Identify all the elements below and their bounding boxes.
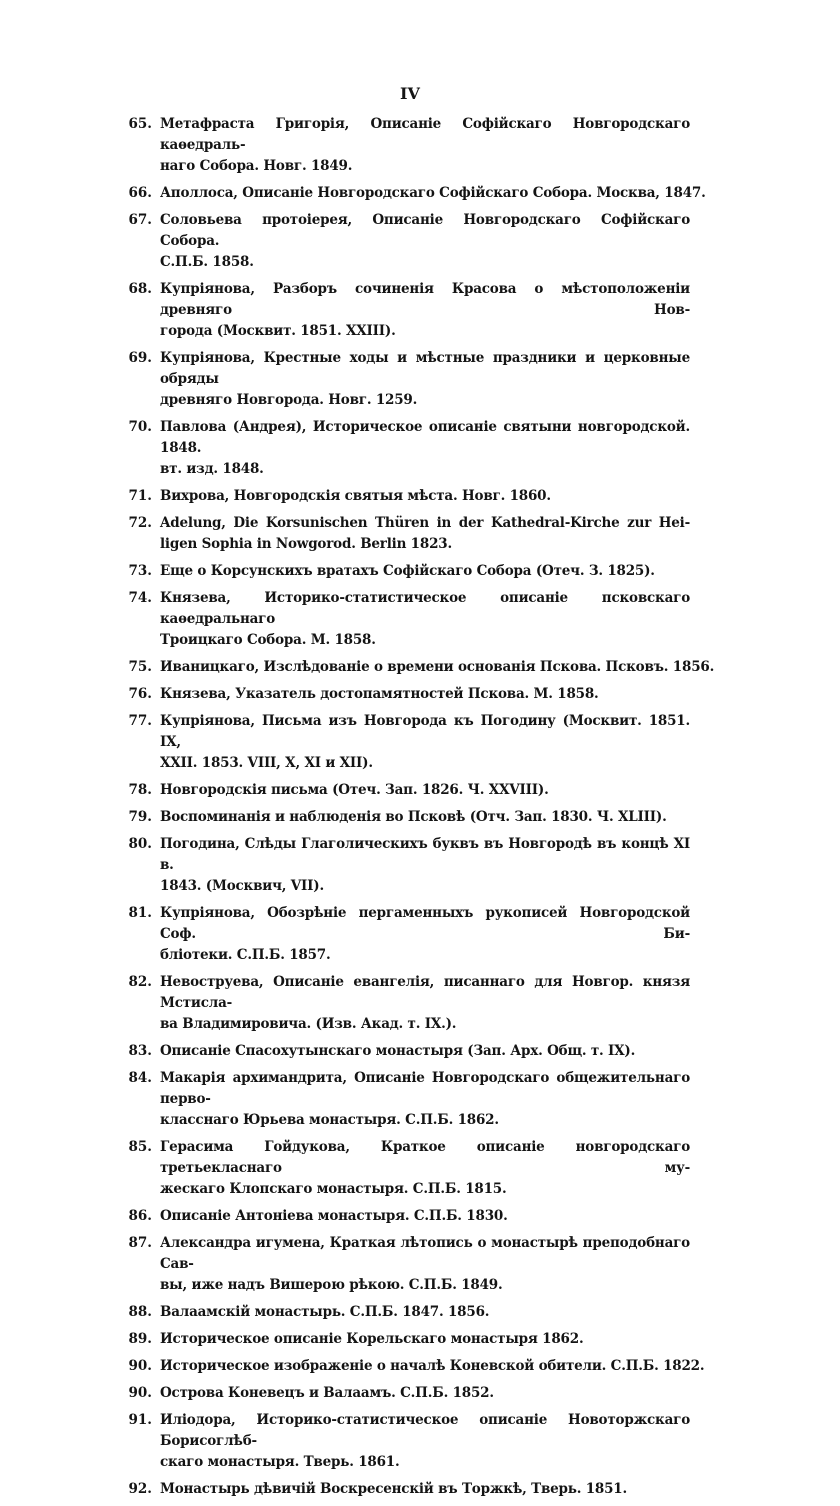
entry-text [160, 183, 706, 204]
entry-line: класснаго Юрьева монастыря. С.П.Б. 1862. [160, 1112, 499, 1128]
entry-number: 80. [128, 836, 152, 852]
entry-number: 70. [128, 419, 152, 435]
entry-number: 73. [128, 563, 152, 579]
entry-number: 82. [128, 974, 152, 990]
entry-number: 71. [128, 488, 152, 504]
entry-line: Павлова (Андрея), Историческое описаніе святыни новгородской. 1848. [160, 419, 690, 456]
bibliography-entry [120, 1383, 690, 1404]
entry-number: 72. [128, 515, 152, 531]
entry-text [160, 561, 690, 582]
entry-number: 91. [128, 1412, 152, 1428]
entry-line: Иліодора, Историко-статистическое описаніе Новоторжскаго Борисоглѣб- [160, 1412, 690, 1449]
entry-number: 67. [128, 212, 152, 228]
bibliography-entry [120, 183, 706, 204]
entry-line: вт. изд. 1848. [160, 461, 264, 477]
bibliography-entry [120, 972, 690, 1035]
entry-number: 85. [128, 1139, 152, 1155]
bibliography-entry [120, 1206, 690, 1227]
entry-text [160, 684, 690, 705]
entry-text [160, 1068, 690, 1131]
entry-number: 89. [128, 1331, 152, 1347]
entry-line: Историческое изображеніе о началѣ Коневской обители. С.П.Б. 1822. [160, 1358, 705, 1374]
entry-line: Историческое описаніе Корельскаго монастыря 1862. [160, 1331, 584, 1347]
entry-text [160, 1206, 690, 1227]
entry-text [160, 588, 690, 651]
entry-line: Воспоминанія и наблюденія во Псковѣ (Отч. Зап. 1830. Ч. XLIII). [160, 809, 667, 825]
entry-line: бліотеки. С.П.Б. 1857. [160, 947, 331, 963]
bibliography-entry [120, 210, 690, 273]
bibliography-entry [120, 834, 690, 897]
bibliography-entry [120, 903, 690, 966]
entry-text [160, 711, 690, 774]
bibliography-entry [120, 684, 690, 705]
entry-line: Метафраста Григорія, Описаніе Софійскаго Новгородскаго каѳедраль- [160, 116, 690, 153]
bibliography-entry [120, 1302, 690, 1323]
entry-text [160, 780, 690, 801]
entry-line: Герасима Гойдукова, Краткое описаніе новгородскаго третьекласнаго му- [160, 1139, 690, 1176]
entry-text [160, 513, 690, 555]
entry-text [160, 1356, 704, 1377]
entry-line: Александра игумена, Краткая лѣтопись о монастырѣ преподобнаго Сав- [160, 1235, 690, 1272]
entry-text [160, 1383, 690, 1404]
page-number: IV [400, 84, 420, 103]
bibliography-entry [120, 486, 690, 507]
entry-line: Вихрова, Новгородскія святыя мѣста. Новг. 1860. [160, 488, 551, 504]
entry-number: 76. [128, 686, 152, 702]
bibliography-entry [120, 1068, 690, 1131]
entry-number: 65. [128, 116, 152, 132]
entry-line: наго Собора. Новг. 1849. [160, 158, 353, 174]
bibliography-entry [120, 1329, 690, 1350]
entry-text [160, 1233, 690, 1296]
bibliography-entry [120, 513, 690, 555]
entry-number: 86. [128, 1208, 152, 1224]
bibliography-entry [120, 1041, 690, 1062]
entry-line: Троицкаго Собора. М. 1858. [160, 632, 376, 648]
entry-line: Купріянова, Разборъ сочиненія Красова о мѣстоположеніи древняго Нов- [160, 281, 690, 318]
entry-number: 69. [128, 350, 152, 366]
entry-number: 66. [128, 185, 152, 201]
bibliography-entry [120, 807, 690, 828]
entry-number: 79. [128, 809, 152, 825]
entry-number: 75. [128, 659, 152, 675]
entry-line: ligen Sophia in Nowgorod. Berlin 1823. [160, 536, 452, 552]
entry-line: Иваницкаго, Изслѣдованіе о времени основанія Пскова. Псковъ. 1856. [160, 659, 715, 675]
entry-number: 81. [128, 905, 152, 921]
entry-number: 74. [128, 590, 152, 606]
entry-text [160, 348, 690, 411]
entry-text [160, 657, 714, 678]
entry-text [160, 1302, 690, 1323]
bibliography-entry [120, 114, 690, 177]
entry-text [160, 834, 690, 897]
bibliography-list [120, 114, 715, 1506]
entry-number: 88. [128, 1304, 152, 1320]
entry-line: Adelung, Die Korsunischen Thüren in der Kathedral-Kirche zur Hei- [160, 515, 690, 531]
entry-line: Купріянова, Обозрѣніе пергаменныхъ рукописей Новгородской Соф. Би- [160, 905, 690, 942]
entry-number: 68. [128, 281, 152, 297]
entry-text [160, 114, 690, 177]
entry-line: Погодина, Слѣды Глаголическихъ буквъ въ Новгородѣ въ концѣ XI в. [160, 836, 690, 873]
entry-line: города (Москвит. 1851. XXIII). [160, 323, 396, 339]
bibliography-entry [120, 561, 690, 582]
entry-line: Аполлоса, Описаніе Новгородскаго Софійскаго Собора. Москва, 1847. [160, 185, 706, 201]
entry-line: Новгородскія письма (Отеч. Зап. 1826. Ч. XXVIII). [160, 782, 549, 798]
entry-text [160, 486, 690, 507]
entry-line: ва Владимировича. (Изв. Акад. т. IX.). [160, 1016, 457, 1032]
entry-line: Острова Коневецъ и Валаамъ. С.П.Б. 1852. [160, 1385, 494, 1401]
entry-text [160, 807, 690, 828]
bibliography-entry [120, 1233, 690, 1296]
bibliography-entry [120, 1356, 705, 1377]
entry-text [160, 279, 690, 342]
bibliography-entry [120, 1479, 690, 1500]
entry-text [160, 210, 690, 273]
bibliography-entry [120, 1410, 690, 1473]
entry-number: 87. [128, 1235, 152, 1251]
entry-line: Князева, Историко-статистическое описаніе псковскаго каѳедральнаго [160, 590, 690, 627]
entry-number: 84. [128, 1070, 152, 1086]
entry-line: скаго монастыря. Тверь. 1861. [160, 1454, 400, 1470]
entry-line: Соловьева протоіерея, Описаніе Новгородскаго Софійскаго Собора. [160, 212, 690, 249]
entry-text [160, 903, 690, 966]
entry-number: 77. [128, 713, 152, 729]
entry-line: Описаніе Антоніева монастыря. С.П.Б. 1830. [160, 1208, 508, 1224]
bibliography-entry [120, 780, 690, 801]
bibliography-entry [120, 417, 690, 480]
entry-line: Валаамскій монастырь. С.П.Б. 1847. 1856. [160, 1304, 490, 1320]
entry-line: древняго Новгорода. Новг. 1259. [160, 392, 418, 408]
entry-text [160, 972, 690, 1035]
bibliography-entry [120, 348, 690, 411]
entry-number: 78. [128, 782, 152, 798]
entry-number: 90. [128, 1385, 152, 1401]
entry-line: Монастырь дѣвичій Воскресенскій въ Торжкѣ, Тверь. 1851. [160, 1481, 628, 1497]
entry-text [160, 1041, 690, 1062]
entry-text [160, 417, 690, 480]
bibliography-entry [120, 588, 690, 651]
entry-line: вы, иже надъ Вишерою рѣкою. С.П.Б. 1849. [160, 1277, 503, 1293]
bibliography-entry [120, 279, 690, 342]
entry-line: С.П.Б. 1858. [160, 254, 254, 270]
entry-line: Макарія архимандрита, Описаніе Новгородскаго общежительнаго перво- [160, 1070, 690, 1107]
bibliography-entry [120, 657, 715, 678]
bibliography-entry [120, 711, 690, 774]
entry-line: Купріянова, Письма изъ Новгорода къ Погодину (Москвит. 1851. IX, [160, 713, 690, 750]
entry-text [160, 1410, 690, 1473]
entry-line: жескаго Клопскаго монастыря. С.П.Б. 1815. [160, 1181, 507, 1197]
entry-text [160, 1329, 690, 1350]
entry-text [160, 1479, 690, 1500]
entry-line: Князева, Указатель достопамятностей Пскова. М. 1858. [160, 686, 599, 702]
entry-line: Невоструева, Описаніе евангелія, писаннаго для Новгор. князя Мстисла- [160, 974, 690, 1011]
entry-line: 1843. (Москвич, VII). [160, 878, 324, 894]
entry-line: Еще о Корсунскихъ вратахъ Софійскаго Собора (Отеч. З. 1825). [160, 563, 655, 579]
entry-number: 83. [128, 1043, 152, 1059]
entry-number: 92. [128, 1481, 152, 1497]
entry-line: XXII. 1853. VIII, X, XI и XII). [160, 755, 373, 771]
entry-number: 90. [128, 1358, 152, 1374]
entry-line: Купріянова, Крестные ходы и мѣстные праздники и церковные обряды [160, 350, 690, 387]
entry-line: Описаніе Спасохутынскаго монастыря (Зап. Арх. Общ. т. IX). [160, 1043, 636, 1059]
